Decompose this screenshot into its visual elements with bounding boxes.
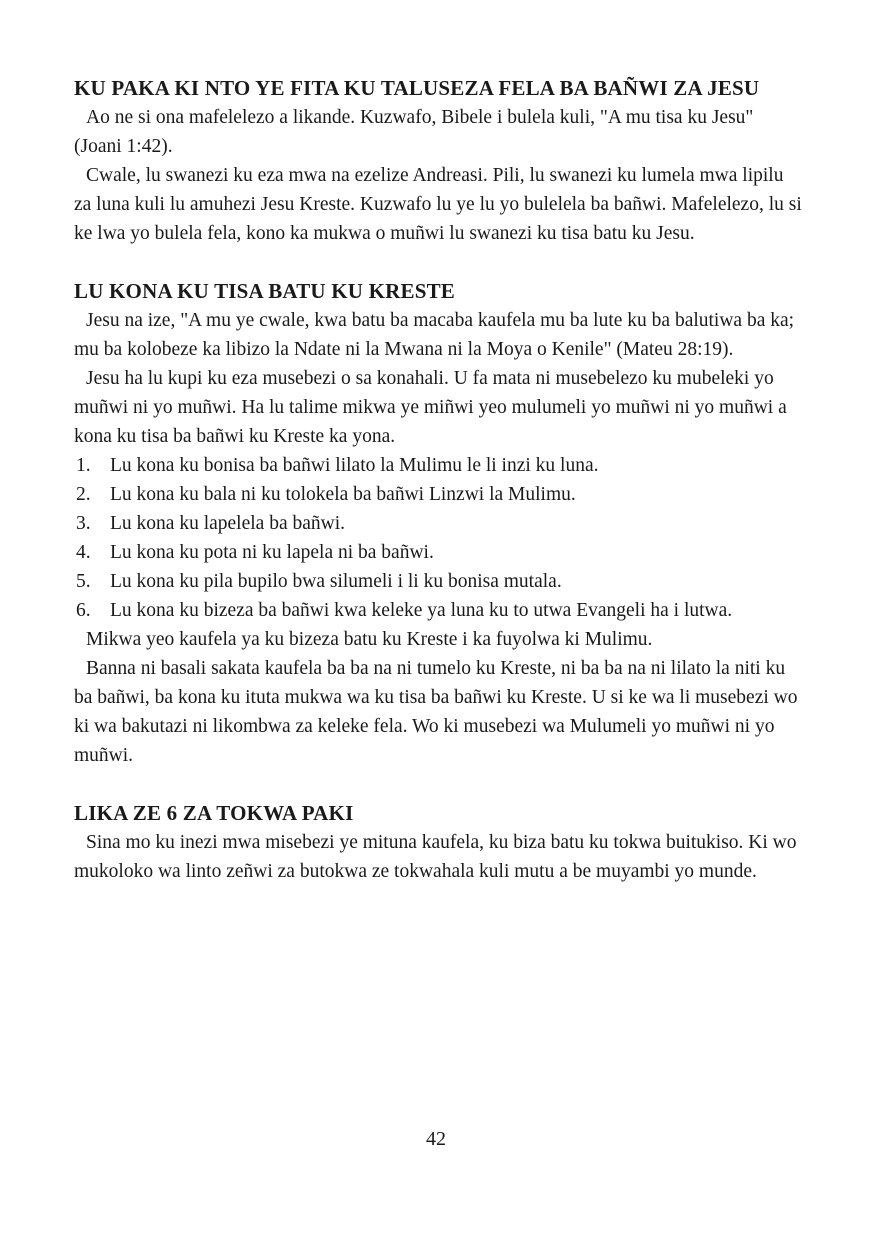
list-item bbox=[74, 451, 804, 480]
paragraph: Jesu na ize, "A mu ye cwale, kwa batu ba macaba kaufela mu ba lute ku ba balutiwa ba ka; mu ba kolobeze ka libizo la Ndate ni la Mwana ni la Moya o Kenile" (Mateu 28:19). bbox=[74, 310, 795, 360]
list-item bbox=[74, 538, 804, 567]
list-number: 2. bbox=[76, 484, 91, 505]
section-heading: LIKA ZE 6 ZA TOKWA PAKI bbox=[74, 801, 354, 825]
list-text: Lu kona ku pila bupilo bwa silumeli i li ku bonisa mutala. bbox=[110, 571, 562, 592]
section-heading: KU PAKA KI NTO YE FITA KU TALUSEZA FELA BA BAÑWI ZA JESU bbox=[74, 76, 760, 100]
paragraph: Jesu ha lu kupi ku eza musebezi o sa konahali. U fa mata ni musebelezo ku mubeleki yo muñwi ni yo muñwi. Ha lu talime mikwa ye miñwi yeo mulumeli yo muñwi ni yo muñwi a kona ku tisa ba bañwi ku Kreste ka yona. bbox=[74, 368, 787, 447]
paragraph: Mikwa yeo kaufela ya ku bizeza batu ku Kreste i ka fuyolwa ki Mulimu. bbox=[86, 629, 653, 650]
page-content bbox=[74, 74, 804, 886]
list-number: 6. bbox=[76, 600, 91, 621]
list-number: 4. bbox=[76, 542, 91, 563]
section-3 bbox=[74, 799, 804, 886]
paragraph: Ao ne si ona mafelelezo a likande. Kuzwafo, Bibele i bulela kuli, "A mu tisa ku Jesu" (Joani 1:42). bbox=[74, 107, 754, 157]
list-text: Lu kona ku bizeza ba bañwi kwa keleke ya luna ku to utwa Evangeli ha i lutwa. bbox=[110, 600, 733, 621]
numbered-list bbox=[74, 451, 804, 625]
paragraph: Sina mo ku inezi mwa misebezi ye mituna kaufela, ku biza batu ku tokwa buitukiso. Ki wo mukoloko wa linto zeñwi za butokwa ze tokwahala kuli mutu a be muyambi yo munde. bbox=[74, 832, 797, 882]
list-item bbox=[74, 567, 804, 596]
list-item bbox=[74, 509, 804, 538]
list-text: Lu kona ku bonisa ba bañwi lilato la Mulimu le li inzi ku luna. bbox=[110, 455, 599, 476]
list-number: 3. bbox=[76, 513, 91, 534]
paragraph: Banna ni basali sakata kaufela ba ba na ni tumelo ku Kreste, ni ba ba na ni lilato la niti ku ba bañwi, ba kona ku ituta mukwa wa ku tisa ba bañwi ku Kreste. U si ke wa li musebezi wo ki wa bakutazi ni likombwa za keleke fela. Wo ki musebezi wa Mulumeli yo muñwi ni yo muñwi. bbox=[74, 658, 798, 766]
list-text: Lu kona ku lapelela ba bañwi. bbox=[110, 513, 345, 534]
section-1 bbox=[74, 74, 804, 248]
page-number: 42 bbox=[426, 1128, 446, 1150]
list-number: 5. bbox=[76, 571, 91, 592]
list-item bbox=[74, 596, 804, 625]
section-heading: LU KONA KU TISA BATU KU KRESTE bbox=[74, 279, 455, 303]
list-item bbox=[74, 480, 804, 509]
paragraph: Cwale, lu swanezi ku eza mwa na ezelize Andreasi. Pili, lu swanezi ku lumela mwa lipilu za luna kuli lu amuhezi Jesu Kreste. Kuzwafo lu ye lu yo bulelela ba bañwi. Mafelelezo, lu si ke lwa yo bulela fela, kono ka mukwa o muñwi lu swanezi ku tisa batu ku Jesu. bbox=[74, 165, 802, 244]
list-text: Lu kona ku bala ni ku tolokela ba bañwi Linzwi la Mulimu. bbox=[110, 484, 576, 505]
list-text: Lu kona ku pota ni ku lapela ni ba bañwi. bbox=[110, 542, 434, 563]
list-number: 1. bbox=[76, 455, 91, 476]
section-2 bbox=[74, 277, 804, 770]
